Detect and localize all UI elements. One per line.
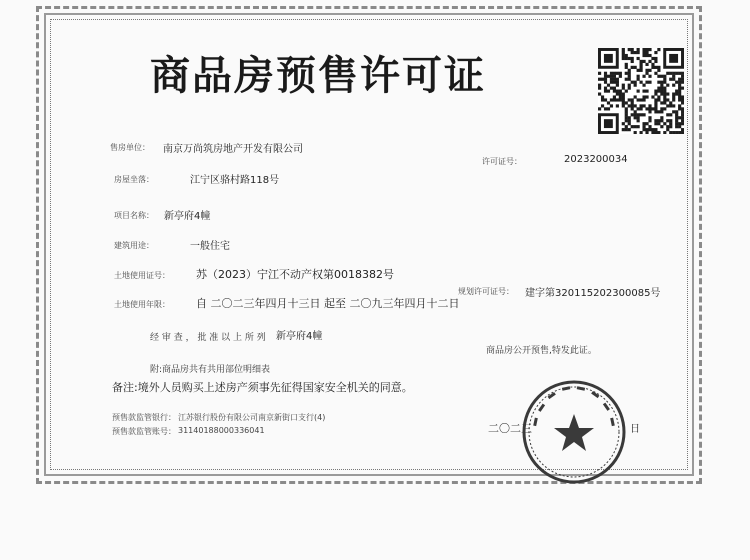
official-seal-icon bbox=[520, 378, 628, 486]
permit-no-label: 许可证号： bbox=[482, 157, 522, 166]
plan-permit-value: 建字第320115202300085号 bbox=[525, 288, 661, 299]
escrow-account-label: 预售款监管账号： bbox=[112, 427, 176, 436]
publicly-sold-line: 商品房公开预售,特发此证。 bbox=[486, 346, 597, 356]
review-line-prefix: 经 审 查 ， 批 准 以 上 所 列 bbox=[150, 333, 266, 343]
permit-no-value: 2023200034 bbox=[564, 154, 628, 165]
use-label: 建筑用途： bbox=[114, 241, 154, 250]
certificate-title: 商品房预售许可证 bbox=[150, 52, 486, 99]
plan-permit-label: 规划许可证号： bbox=[458, 287, 514, 296]
escrow-account-value: 31140188000336041 bbox=[178, 426, 265, 435]
seller-label: 售房单位： bbox=[110, 143, 150, 152]
seller-value: 南京万尚筑房地产开发有限公司 bbox=[163, 144, 303, 155]
land-term-label: 土地使用年限： bbox=[114, 300, 170, 309]
review-line-project: 新亭府4幢 bbox=[276, 331, 323, 342]
escrow-bank-value: 江苏银行股份有限公司南京新街口支行(4) bbox=[178, 413, 326, 422]
issue-date-tail: 日 bbox=[630, 424, 640, 435]
use-value: 一般住宅 bbox=[190, 241, 230, 252]
qr-code-icon bbox=[598, 48, 684, 134]
land-term-value: 自 二〇二三年四月十三日 起至 二〇九三年四月十二日 bbox=[196, 297, 460, 310]
issue-date: 二〇二三 bbox=[488, 422, 532, 435]
location-value: 江宁区骆村路118号 bbox=[190, 175, 280, 186]
project-value: 新亭府4幢 bbox=[164, 211, 211, 222]
project-label: 项目名称： bbox=[114, 211, 154, 220]
escrow-bank-label: 预售款监管银行： bbox=[112, 413, 176, 422]
location-label: 房屋坐落： bbox=[114, 175, 154, 184]
land-cert-label: 土地使用证号： bbox=[114, 271, 170, 280]
remark-line: 备注:境外人员购买上述房产须事先征得国家安全机关的同意。 bbox=[112, 381, 413, 394]
appendix-line: 附:商品房共有共用部位明细表 bbox=[150, 365, 271, 375]
land-cert-value: 苏（2023）宁江不动产权第0018382号 bbox=[196, 268, 394, 281]
